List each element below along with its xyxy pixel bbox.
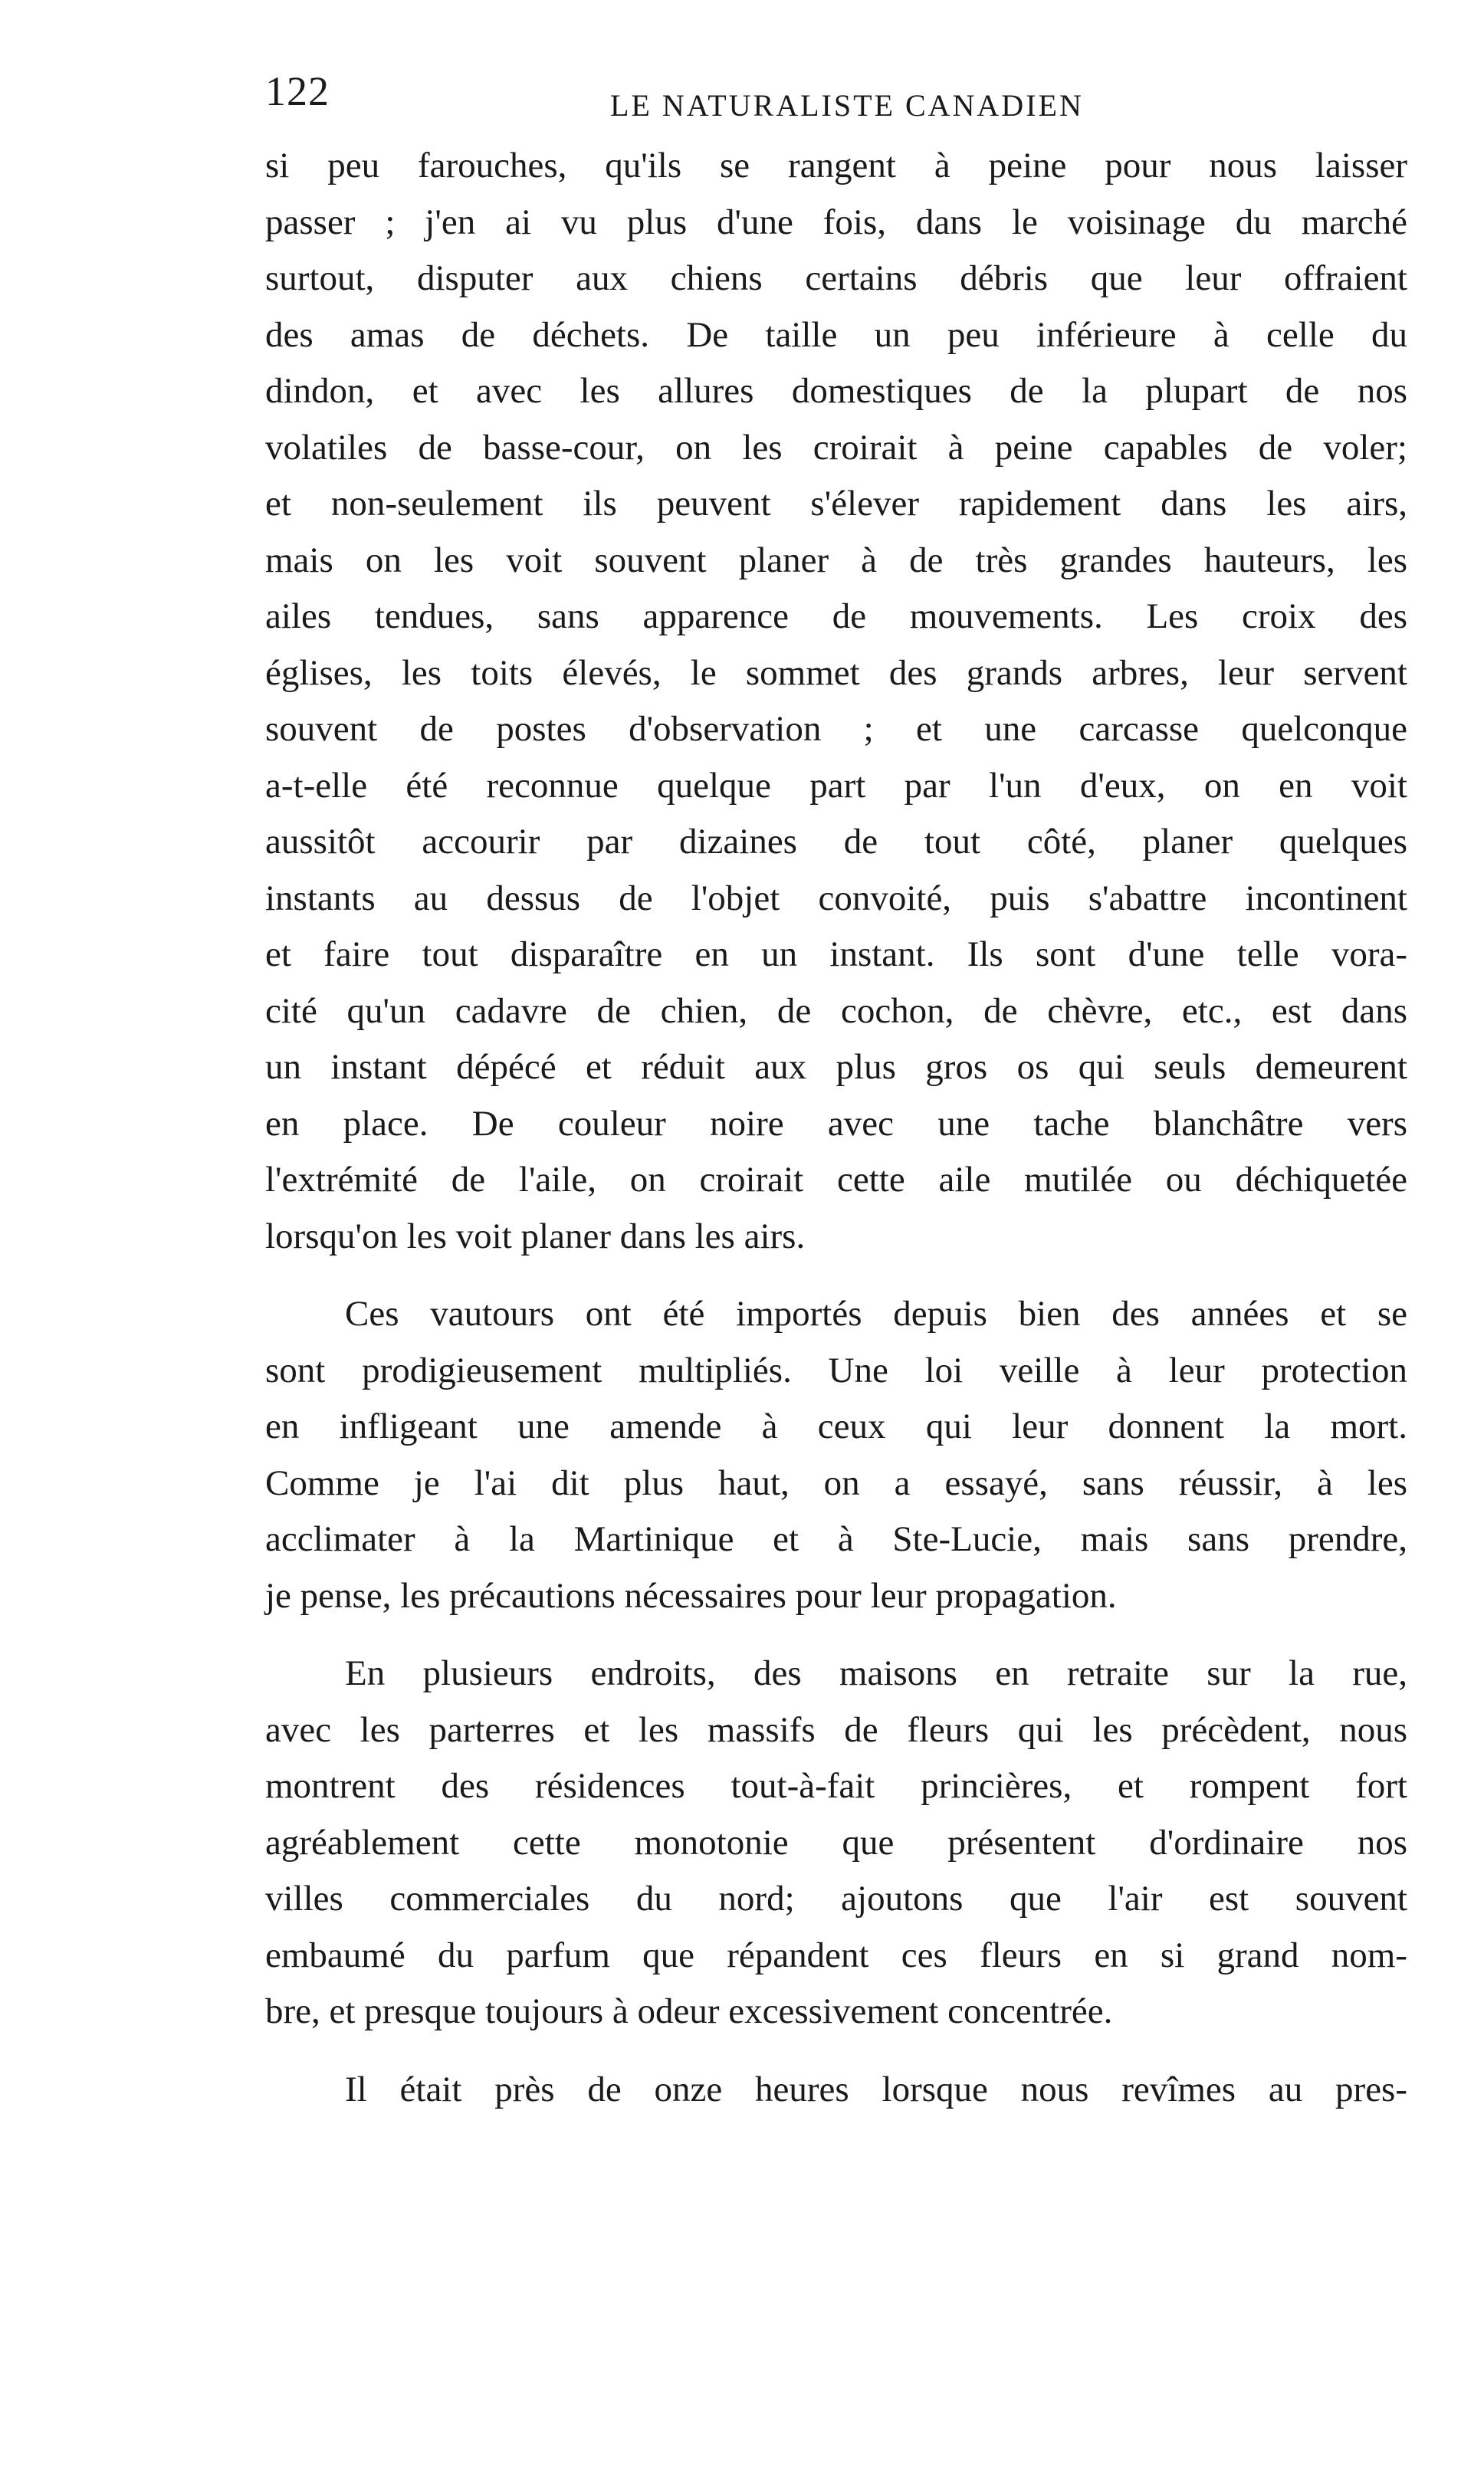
text-line: avec les parterres et les massifs de fleurs qui les précèdent, nous — [265, 1709, 1407, 1750]
text-line: a-t-elle été reconnue quelque part par l'un d'eux, on en voit — [265, 765, 1407, 806]
text-line: et non-seulement ils peuvent s'élever rapidement dans les airs, — [265, 484, 1407, 524]
paragraph-2 — [265, 1286, 1407, 1624]
paragraph-1 — [265, 138, 1407, 1265]
text-line: sont prodigieusement multipliés. Une loi veille à leur protection — [265, 1350, 1407, 1390]
text-line: passer ; j'en ai vu plus d'une fois, dans le voisinage du marché — [265, 202, 1407, 242]
text-line: embaumé du parfum que répandent ces fleurs en si grand nom- — [265, 1935, 1407, 1975]
text-line: et faire tout disparaître en un instant. Ils sont d'une telle vora- — [265, 934, 1407, 974]
text-line: églises, les toits élevés, le sommet des grands arbres, leur servent — [265, 652, 1407, 693]
text-line: volatiles de basse-cour, on les croirait à peine capables de voler; — [265, 427, 1407, 468]
page-number: 122 — [265, 68, 330, 114]
running-title: LE NATURALISTE CANADIEN — [610, 88, 1084, 123]
text-line: Il était près de onze heures lorsque nous revîmes au pres- — [345, 2069, 1407, 2109]
text-line: agréablement cette monotonie que présentent d'ordinaire nos — [265, 1822, 1407, 1863]
text-line: En plusieurs endroits, des maisons en retraite sur la rue, — [345, 1653, 1407, 1693]
text-line: villes commerciales du nord; ajoutons que l'air est souvent — [265, 1879, 1407, 1919]
text-line: ailes tendues, sans apparence de mouvements. Les croix des — [265, 596, 1407, 636]
text-line: souvent de postes d'observation ; et une carcasse quelconque — [265, 709, 1407, 749]
text-line: dindon, et avec les allures domestiques de la plupart de nos — [265, 371, 1407, 411]
text-line: un instant dépécé et réduit aux plus gros os qui seuls demeurent — [265, 1047, 1407, 1087]
text-line: l'extrémité de l'aile, on croirait cette aile mutilée ou déchiquetée — [265, 1160, 1407, 1200]
text-line: aussitôt accourir par dizaines de tout côté, planer quelques — [265, 822, 1407, 862]
text-line: en place. De couleur noire avec une tache blanchâtre vers — [265, 1103, 1407, 1144]
text-line: des amas de déchets. De taille un peu inférieure à celle du — [265, 314, 1407, 355]
text-line: Comme je l'ai dit plus haut, on a essayé, sans réussir, à les — [265, 1462, 1407, 1503]
text-line: montrent des résidences tout-à-fait princières, et rompent fort — [265, 1766, 1407, 1806]
text-line: en infligeant une amende à ceux qui leur donnent la mort. — [265, 1407, 1407, 1446]
text-line: mais on les voit souvent planer à de très grandes hauteurs, les — [265, 540, 1407, 580]
text-line: acclimater à la Martinique et à Ste-Lucie, mais sans prendre, — [265, 1519, 1407, 1559]
text-line: Ces vautours ont été importés depuis bien des années et se — [345, 1294, 1407, 1334]
text-line: je pense, les précautions nécessaires pour leur propagation. — [265, 1575, 1117, 1616]
paragraph-3 — [265, 1646, 1407, 2040]
body-text — [265, 138, 1407, 2118]
paragraph-4 — [265, 2062, 1407, 2119]
text-line: instants au dessus de l'objet convoité, puis s'abattre incontinent — [265, 878, 1407, 918]
text-line: bre, et presque toujours à odeur excessivement concentrée. — [265, 1991, 1113, 2031]
text-line: cité qu'un cadavre de chien, de cochon, de chèvre, etc., est dans — [265, 990, 1407, 1031]
running-head — [265, 67, 1415, 129]
text-line: lorsqu'on les voit planer dans les airs. — [265, 1216, 806, 1256]
text-line: surtout, disputer aux chiens certains débris que leur offraient — [265, 258, 1407, 298]
text-line: si peu farouches, qu'ils se rangent à peine pour nous laisser — [265, 146, 1407, 185]
